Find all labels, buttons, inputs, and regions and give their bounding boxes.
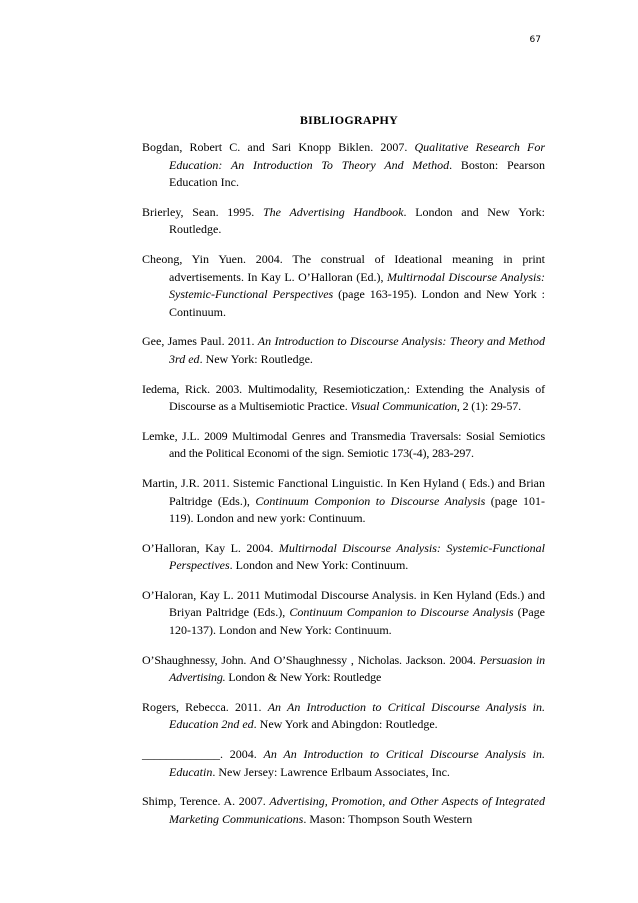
entry-title: Continuum Companion to Discourse Analysis — [289, 605, 514, 620]
page-title: BIBLIOGRAPHY — [299, 113, 399, 127]
entry-text: . Mason: Thompson South Western — [303, 811, 473, 826]
entry-title: Advertising, Promotion, and Other Aspects of Integrated Marketing Communications — [169, 794, 546, 826]
entry-text: Shimp, Terence. A. 2007. — [142, 794, 270, 809]
entry-text: O’Shaughnessy, John. And O’Shaughnessy , Nicholas. Jackson. 2004. — [142, 652, 480, 667]
entry-text: . New Jersey: Lawrence Erlbaum Associates, Inc. — [212, 764, 450, 779]
bibliography-entry — [142, 793, 545, 828]
bibliography-entry — [142, 139, 545, 192]
entry-text: Bogdan, Robert C. and Sari Knopp Biklen. 2007. — [142, 140, 415, 154]
bibliography-entry — [142, 333, 545, 368]
entry-title: An An Introduction to Critical Discourse Analysis in. Education 2nd ed — [169, 699, 546, 732]
entry-title: The Advertising Handbook — [262, 204, 404, 219]
bibliography-entry — [142, 204, 545, 239]
entry-text: . New York: Routledge. — [199, 351, 313, 366]
bibliography-entry — [142, 475, 545, 528]
entry-text: Iedema, Rick. 2003. Multimodality, Resemioticzation,: Extending the Analysis of Discourse as a Multisemiotic Practice. — [142, 381, 545, 414]
entry-text: (page 101-119). London and new york: Continuum. — [169, 493, 545, 526]
bibliography-entry — [142, 540, 545, 575]
entry-title: Multirnodal Discourse Analysis: Systemic-Functional Perspectives — [169, 540, 545, 573]
entry-text: . London and New York: Routledge. — [169, 204, 545, 237]
entry-text: . London and New York: Continuum. — [229, 558, 409, 573]
entry-text: London & New York: Routledge — [225, 670, 382, 685]
entry-text: . New York and Abingdon: Routledge. — [253, 717, 438, 732]
entry-title: Qualitative Research For Education: An Introduction To Theory And Method — [169, 140, 545, 172]
entry-text: _____________. 2004. — [142, 747, 264, 762]
entry-text: Gee, James Paul. 2011. — [142, 334, 258, 349]
entry-text: (Page 120-137). London and New York: Continuum. — [169, 605, 545, 638]
bibliography-entry — [142, 652, 545, 687]
bibliography-entry — [142, 587, 545, 640]
entry-title: Continuum Componion to Discourse Analysis — [255, 493, 486, 508]
entry-text: . Boston: Pearson Education Inc. — [169, 157, 545, 190]
bibliography-entry — [142, 251, 545, 321]
entry-title: Visual Communication — [350, 399, 457, 414]
bibliography-entry — [142, 381, 545, 416]
bibliography-list — [142, 139, 545, 840]
entry-title: Multirnodal Discourse Analysis: Systemic-Functional Perspectives — [169, 269, 545, 302]
entry-text: Lemke, J.L. 2009 Multimodal Genres and Transmedia Traversals: Sosial Semiotics and the Political Economi of the sign. Semiotic 173(-4), 283-297. — [142, 428, 545, 461]
entry-text: O’Halloran, Kay L. 2004. — [142, 540, 279, 555]
entry-text: Martin, J.R. 2011. Sistemic Fanctional Linguistic. In Ken Hyland ( Eds.) and Brian Paltridge (Eds.), — [142, 475, 545, 508]
entry-title: Persuasion in Advertising. — [169, 652, 545, 685]
entry-text: , 2 (1): 29-57. — [456, 399, 521, 414]
entry-text: Brierley, Sean. 1995. — [142, 204, 263, 219]
entry-text: Rogers, Rebecca. 2011. — [142, 699, 268, 714]
bibliography-entry — [142, 428, 545, 463]
page-number: 67 — [529, 35, 541, 45]
bibliography-entry — [142, 746, 545, 781]
entry-title: An Introduction to Discourse Analysis: Theory and Method 3rd ed — [169, 334, 545, 366]
entry-text: Cheong, Yin Yuen. 2004. The construal of Ideational meaning in print advertisements. In Kay L. O’Halloran (Ed.), — [142, 251, 545, 284]
entry-text: (page 163-195). London and New York : Continuum. — [169, 287, 545, 319]
entry-text: O’Haloran, Kay L. 2011 Mutimodal Discourse Analysis. in Ken Hyland (Eds.) and Briyan Paltridge (Eds.), — [142, 587, 545, 620]
bibliography-entry — [142, 699, 545, 734]
entry-title: An An Introduction to Critical Discourse Analysis in. Educatin — [169, 747, 545, 779]
